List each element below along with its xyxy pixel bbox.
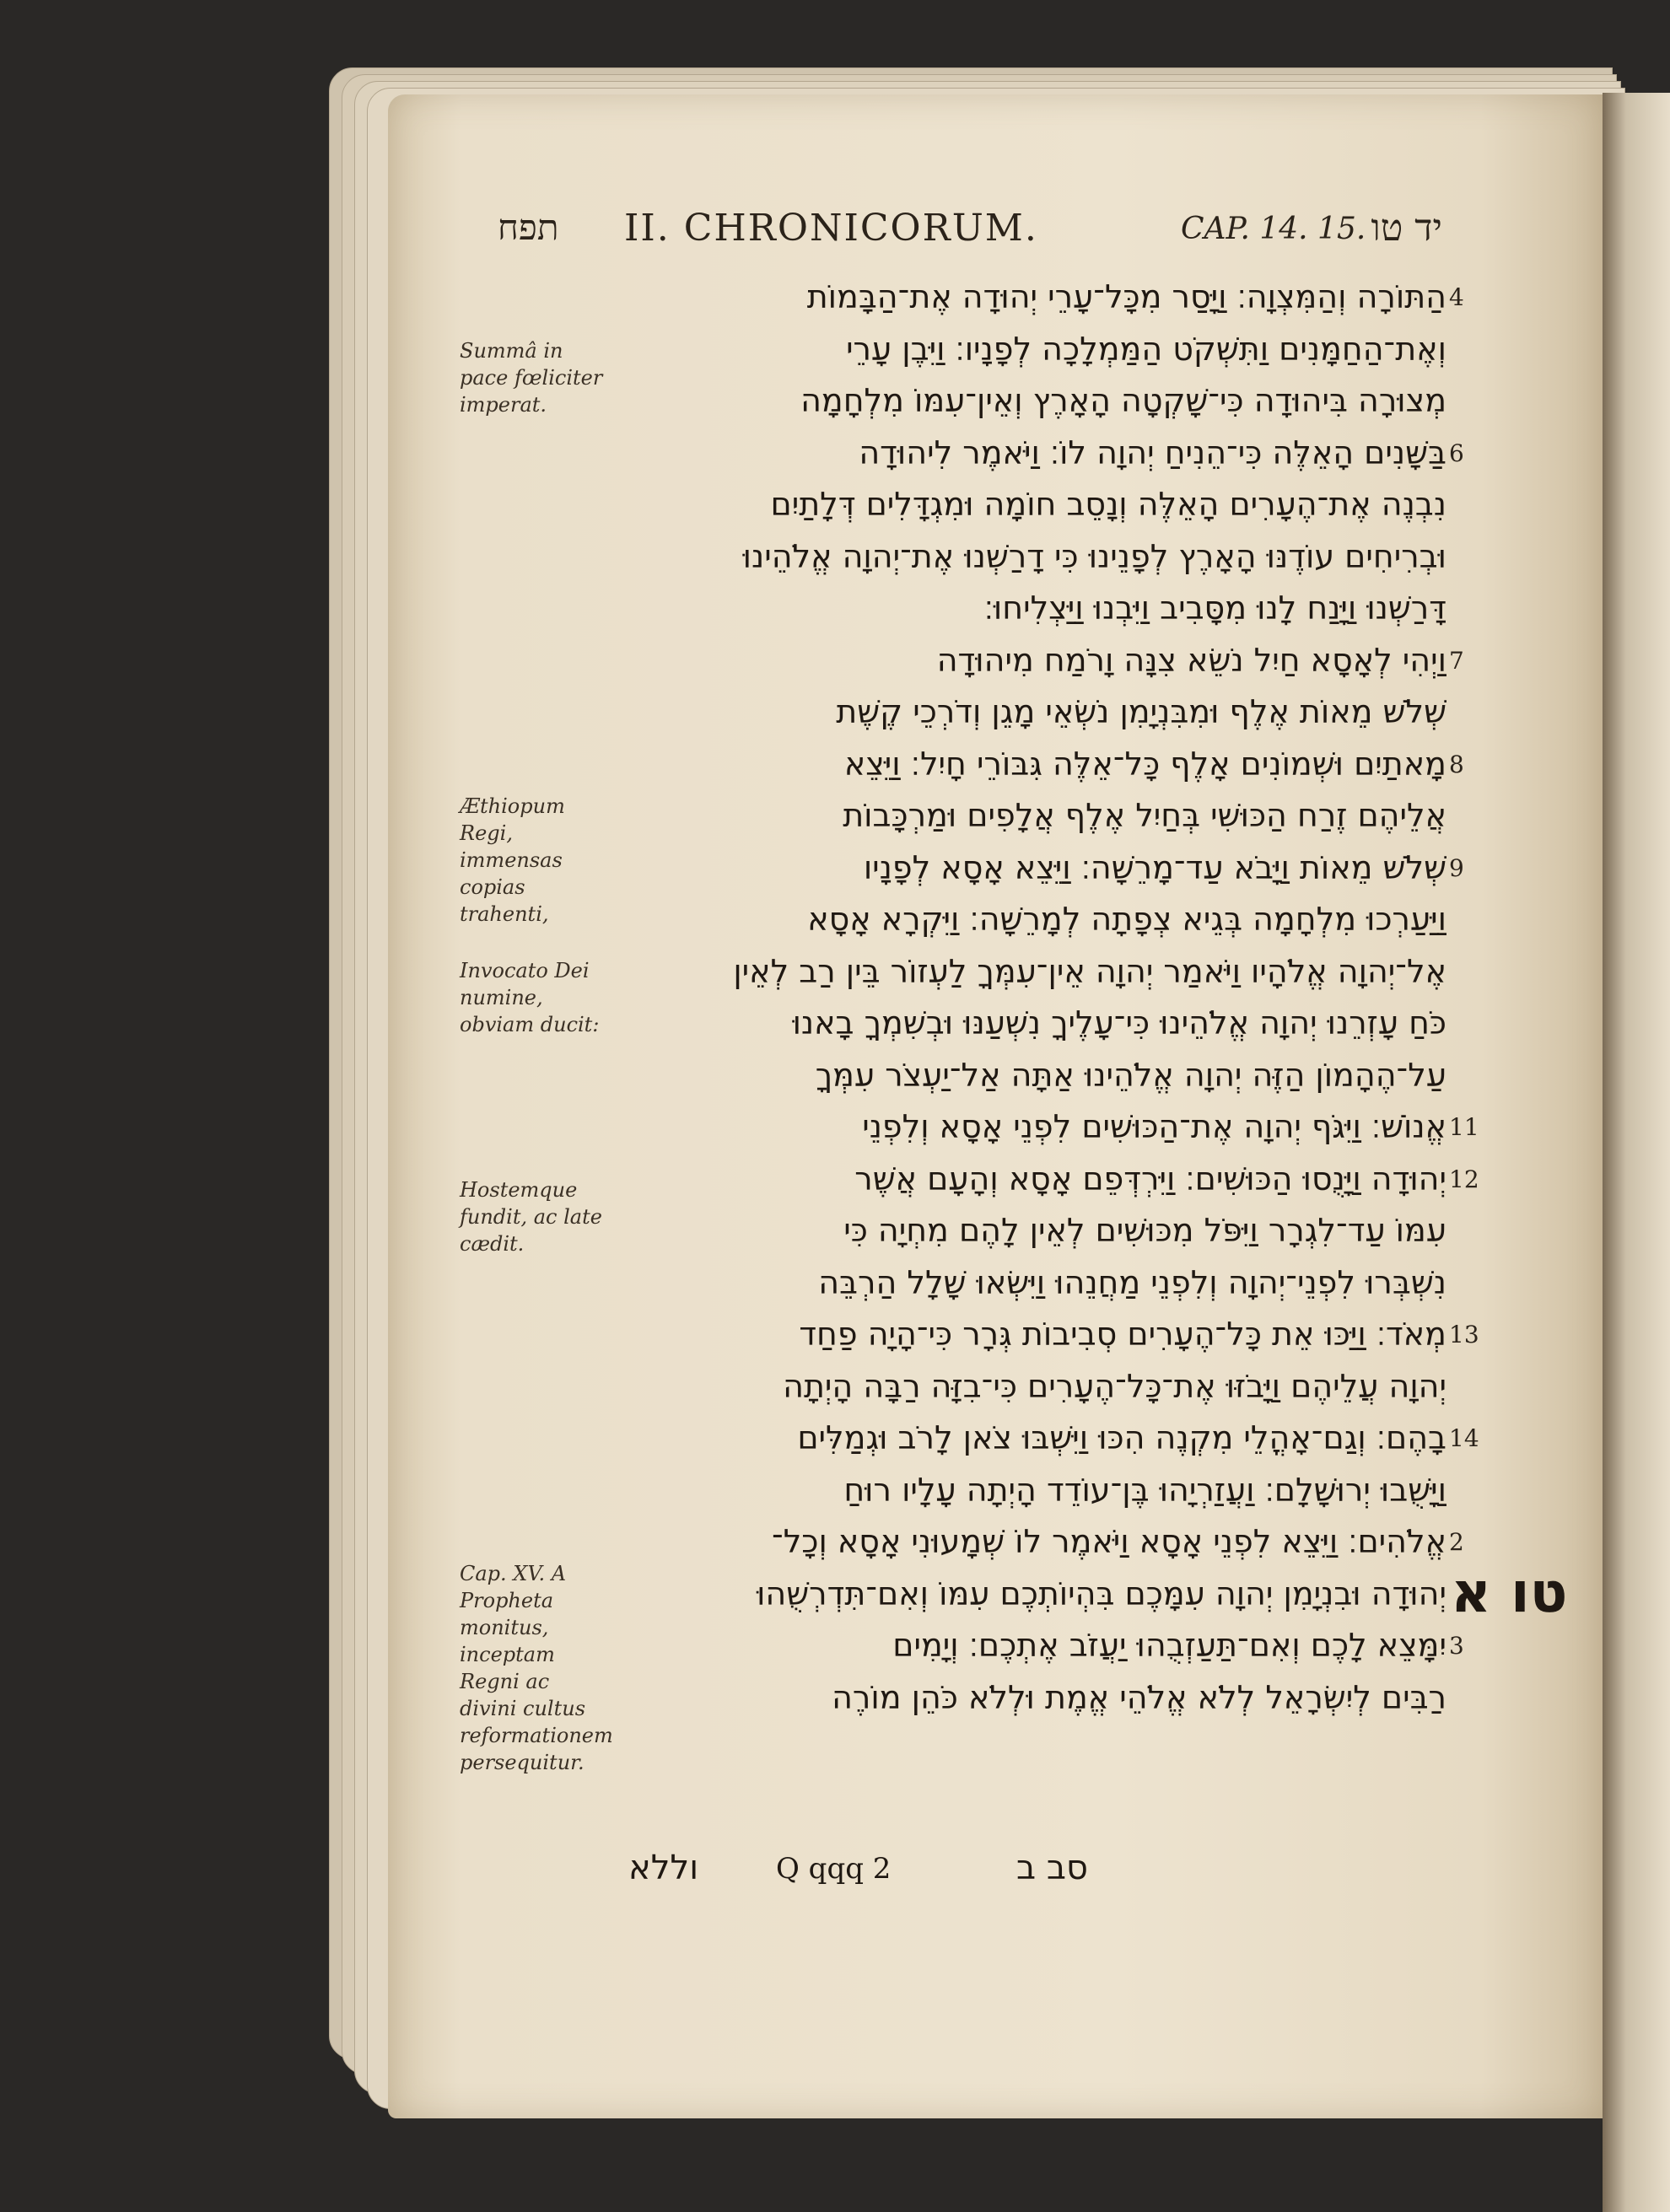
text-line: וַיָּשֻׁבוּ יְרוּשָׁלִָם׃ וַעֲזַרְיָהוּ בֶּן־עוֹדֵד הָיְתָה עָלָיו רוּחַ: [843, 1471, 1446, 1509]
verse-number: 8: [1449, 750, 1464, 778]
text-line: עַל־הֶהָמוֹן הַזֶּה יְהוָה אֱלֹהֵינוּ אַתָּה אַל־יַעְצֹר עִמְּךָ: [815, 1056, 1446, 1094]
margin-note-text: Æthiopum Regi, immensas copias trahenti,: [460, 794, 565, 926]
verse-number: 13: [1449, 1321, 1479, 1348]
text-line: שְׁלֹשׁ מֵאוֹת אֶלֶף וּמִבִּנְיָמִן נֹשְׂאֵי מָגֵן וְדֹרְכֵי קֶשֶׁת: [836, 693, 1446, 730]
catchword: וללא: [628, 1849, 699, 1887]
text-line: עִמּוֹ עַד־לִגְרָר וַיִּפֹּל מִכּוּשִׁים לְאֵין לָהֶם מִחְיָה כִּי: [843, 1212, 1446, 1249]
hebrew-chapter-numbers: יד טו: [1371, 207, 1442, 250]
book-title: II. CHRONICORUM.: [624, 207, 1038, 250]
text-line: אֶל־יְהוָה אֱלֹהָיו וַיֹּאמַר יְהוָה אֵין־עִמְּךָ לַעְזוֹר בֵּין רַב לְאֵין: [733, 952, 1446, 990]
text-line: אֲלֵיהֶם זֶרַח הַכּוּשִׁי בְּחַיִל אֶלֶף אֲלָפִים וּמַרְכָּבוֹת: [843, 797, 1446, 834]
verse-number: 3: [1449, 1632, 1464, 1660]
text-line: וַיַּעַרְכוּ מִלְחָמָה בְּגֵיא צְפָתָה לְמָרֵשָׁה׃ וַיִּקְרָא אָסָא: [807, 901, 1446, 938]
text-line: שְׁלֹשׁ מֵאוֹת וַיָּבֹא עַד־מָרֵשָׁה׃ וַיֵּצֵא אָסָא לְפָנָיו: [863, 848, 1446, 886]
text-line: מְצוּרָה בִּיהוּדָה כִּי־שָׁקְטָה הָאָרֶץ וְאֵין־עִמּוֹ מִלְחָמָה: [800, 382, 1446, 419]
text-line: הַתּוֹרָה וְהַמִּצְוָה׃ וַיָּסַר מִכָּל־עָרֵי יְהוּדָה אֶת־הַבָּמוֹת: [806, 278, 1446, 315]
hebrew-signature: סב ב: [1016, 1849, 1088, 1887]
text-line: אֱנוֹשׁ׃ וַיִּגֹּף יְהוָה אֶת־הַכּוּשִׁים לִפְנֵי אָסָא וְלִפְנֵי: [862, 1108, 1446, 1145]
text-line: מָאתַיִם וּשְׁמוֹנִים אָלֶף כָּל־אֵלֶּה גִּבּוֹרֵי חָיִל׃ וַיֵּצֵא: [843, 745, 1446, 783]
page-footer: [611, 1849, 1455, 1899]
text-line: בָהֶם׃ וְגַם־אָהֳלֵי מִקְנֶה הִכּוּ וַיִּשְׁבּוּ צֹאן לָרֹב וּגְמַלִּים: [797, 1419, 1446, 1456]
text-line: אֱלֹהִים׃ וַיֵּצֵא לִפְנֵי אָסָא וַיֹּאמֶר לוֹ שְׁמָעוּנִי אָסָא וְכָל־: [772, 1523, 1446, 1560]
text-line: נִשְׁבְּרוּ לִפְנֵי־יְהוָה וְלִפְנֵי מַחֲנֵהוּ וַיִּשְׂאוּ שָׁלָל הַרְבֵּה: [818, 1263, 1446, 1301]
verse-number: 14: [1449, 1424, 1479, 1452]
text-line: בַּשָּׁנִים הָאֵלֶּה כִּי־הֵנִיחַ יְהוָה לוֹ׃ וַיֹּאמֶר לִיהוּדָה: [859, 433, 1446, 471]
margin-note: [460, 337, 607, 428]
verse-number: 9: [1449, 853, 1464, 882]
verse-number: 12: [1449, 1165, 1479, 1193]
margin-note: [460, 1176, 607, 1267]
text-line: דָּרַשְׁנוּ וַיָּנַח לָנוּ מִסָּבִיב וַיִּבְנוּ וַיַּצְלִיחוּ׃: [983, 589, 1446, 627]
chapter-start-mark: טו א: [1451, 1560, 1568, 1625]
verse-number: 7: [1449, 646, 1464, 675]
running-header: [498, 207, 1442, 266]
hebrew-text-block: [611, 272, 1446, 1724]
chapter-reference: CAP. 14. 15.: [1181, 212, 1366, 246]
margin-note-text: Cap. XV. A Propheta monitus, inceptam Regni ac divini cultus reformationem persequitur.: [460, 1562, 613, 1774]
text-line: וּבְרִיחִים עוֹדֶנּוּ הָאָרֶץ לְפָנֵינוּ כִּי דָרַשְׁנוּ אֶת־יְהוָה אֱלֹהֵינוּ: [742, 537, 1446, 575]
facing-page-gutter: [1603, 93, 1670, 2212]
margin-note-text: Invocato Dei numine, obviam ducit:: [460, 959, 600, 1036]
hebrew-folio: תפח: [498, 207, 559, 248]
margin-note: [460, 793, 607, 938]
text-line: יְהוּדָה וַיָּנֻסוּ הַכּוּשִׁים׃ וַיִּרְדְּפֵם אָסָא וְהָעָם אֲשֶׁר: [854, 1160, 1446, 1197]
signature-mark: Q qqq 2: [776, 1852, 892, 1886]
text-line: כֹּחַ עָזְרֵנוּ יְהוָה אֱלֹהֵינוּ כִּי־עָלֶיךָ נִשְׁעַנּוּ וּבְשִׁמְךָ בָאנוּ: [792, 1004, 1446, 1041]
text-line: יְהוָה עֲלֵיהֶם וַיָּבֹזּוּ אֶת־כָּל־הֶעָרִים כִּי־בִזָּה רַבָּה הָיְתָה: [783, 1367, 1446, 1405]
verse-number: 4: [1449, 283, 1464, 311]
margin-note-text: Summâ in pace fœliciter imperat.: [460, 339, 603, 417]
text-line: מְאֹד׃ וַיַּכּוּ אֵת כָּל־הֶעָרִים סְבִיבוֹת גְּרָר כִּי־הָיָה פַחַד: [799, 1316, 1446, 1353]
text-line: רַבִּים לְיִשְׂרָאֵל לְלֹא אֱלֹהֵי אֱמֶת וּלְלֹא כֹּהֵן מוֹרֶה: [832, 1678, 1446, 1716]
text-line: נִבְנֶה אֶת־הֶעָרִים הָאֵלֶּה וְנָסֵב חוֹמָה וּמִגְדָּלִים דְּלָתַיִם: [770, 486, 1446, 523]
margin-note: [460, 957, 607, 1048]
text-line: וְאֶת־הַחַמָּנִים וַתִּשְׁקֹט הַמַּמְלָכָה לְפָנָיו׃ וַיִּבֶן עָרֵי: [846, 330, 1446, 368]
verse-number: 2: [1449, 1528, 1464, 1556]
margin-note: [460, 1560, 613, 1786]
verse-number: 11: [1449, 1113, 1479, 1141]
text-line: וַיְהִי לְאָסָא חַיִל נֹשֵׂא צִנָּה וָרֹמַח מִיהוּדָה: [936, 641, 1446, 679]
text-line: יְהוּדָה וּבִנְיָמִן יְהוָה עִמָּכֶם בִּהְיוֹתְכֶם עִמּוֹ וְאִם־תִּדְרְשֻׁהוּ: [757, 1574, 1446, 1612]
verse-number: 6: [1449, 439, 1464, 467]
margin-note-text: Hostemque fundit, ac late cædit.: [460, 1178, 602, 1256]
text-line: יִמָּצֵא לָכֶם וְאִם־תַּעַזְבֻהוּ יַעֲזֹב אֶתְכֶם׃ וְיָמִים: [892, 1627, 1446, 1664]
